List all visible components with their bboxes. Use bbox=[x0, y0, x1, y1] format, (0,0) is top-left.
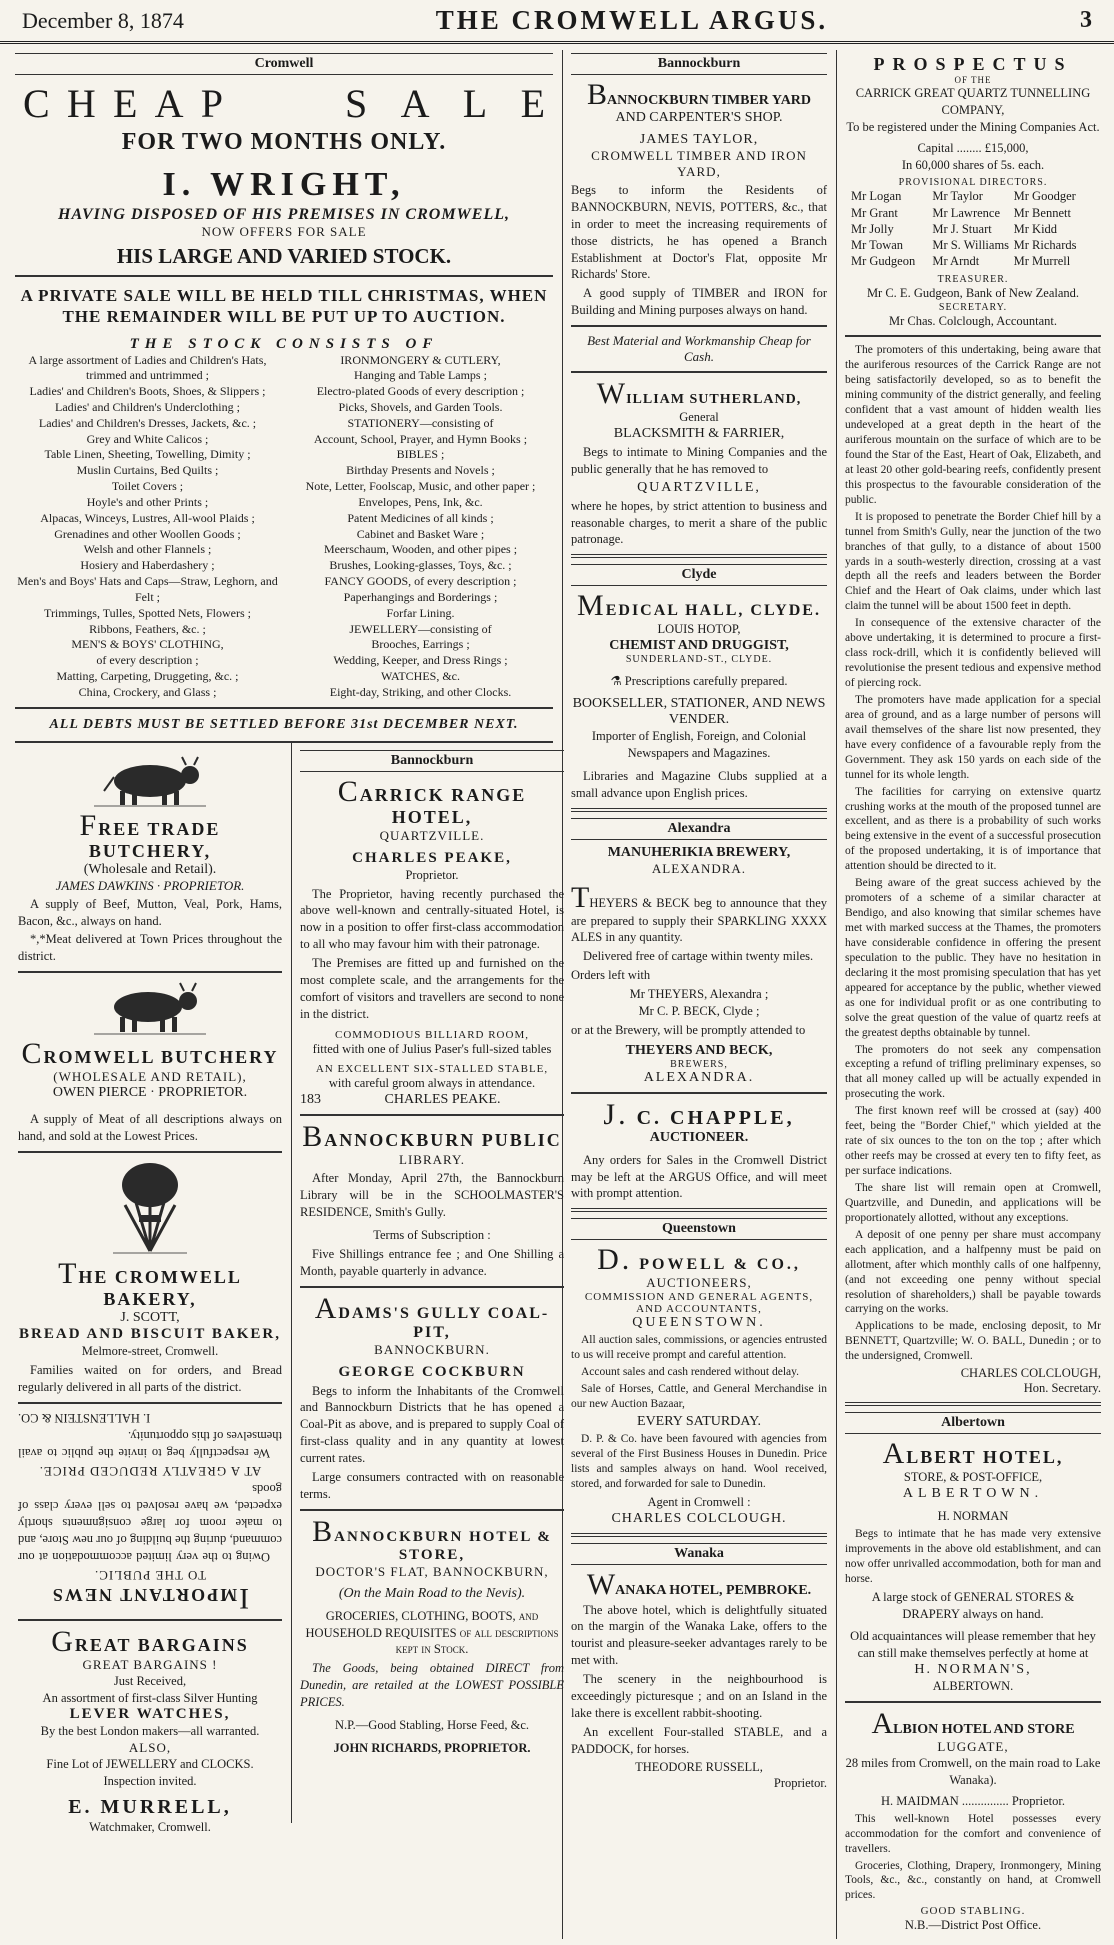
bargains-line2: By the best London makers—all warranted. bbox=[40, 1724, 260, 1739]
directors-list bbox=[845, 188, 1101, 269]
director-name: Mr Jolly bbox=[851, 221, 894, 236]
albert-sub: STORE, & POST-OFFICE, bbox=[903, 1470, 1043, 1485]
bakery-name: J. SCOTT, bbox=[120, 1309, 180, 1325]
coalpit-name: GEORGE COCKBURN bbox=[338, 1363, 526, 1380]
stock-item: WATCHES, &c. bbox=[381, 669, 460, 684]
wanaka-sign: THEODORE RUSSELL, bbox=[635, 1760, 763, 1775]
cromwell-butchery-body: A supply of Meat of all descriptions always on hand, and sold at the Lowest Prices. bbox=[18, 1112, 282, 1144]
brewery-sign2: BREWERS, bbox=[670, 1058, 728, 1070]
letter: C bbox=[23, 81, 50, 126]
director-name: Mr Grant bbox=[851, 205, 898, 220]
brewery-title: MANUHERIKIA BREWERY, bbox=[607, 844, 791, 860]
library-p2: Five Shillings entrance fee ; and One Shilling a Month, payable quarterly in advance. bbox=[300, 1246, 564, 1278]
powell-p2: Account sales and cash rendered without delay. bbox=[581, 1366, 799, 1379]
column-rule bbox=[291, 743, 292, 1823]
important-news-title: IMPORTANT NEWS bbox=[50, 1581, 250, 1615]
carrick-p2: The Premises are fitted up and furnished on the most complete scale, and the arrangements for the comfort of visitors and travellers are second to none in the district. bbox=[300, 956, 564, 1021]
stock-item: Toilet Covers ; bbox=[111, 479, 184, 494]
prospectus-title: PROSPECTUS bbox=[873, 54, 1073, 74]
bargains-watches: LEVER WATCHES, bbox=[69, 1706, 231, 1723]
albion-nb: N.B.—District Post Office. bbox=[904, 1918, 1042, 1933]
medical-libs: Libraries and Magazine Clubs supplied at a small advance upon English prices. bbox=[571, 768, 827, 800]
albion-p2: Groceries, Clothing, Drapery, Ironmongery, Mining Tools, &c., &c., constantly on hand, at Cromwell prices. bbox=[845, 1859, 1101, 1902]
library-sub: LIBRARY. bbox=[399, 1152, 465, 1168]
divider bbox=[571, 554, 827, 558]
divider bbox=[18, 1619, 282, 1621]
disposed-line: HAVING DISPOSED OF HIS PREMISES IN CROMWELL, bbox=[58, 206, 510, 223]
brewery-sign3: ALEXANDRA. bbox=[643, 1069, 755, 1085]
medical-importer: Importer of English, Foreign, and Colonial Newspapers and Magazines. bbox=[591, 729, 807, 760]
lower-two-columns bbox=[15, 743, 564, 1835]
bhotel-place: DOCTOR'S FLAT, BANNOCKBURN, bbox=[315, 1563, 549, 1579]
divider bbox=[571, 325, 827, 327]
stock-item: Ladies' and Children's Dresses, Jackets, &c. ; bbox=[38, 415, 257, 430]
albion-title: ALBION HOTEL AND STORE bbox=[871, 1707, 1075, 1741]
stock-item: Trimmings, Tulles, Spotted Nets, Flowers ; bbox=[44, 605, 251, 620]
bhotel-sign: JOHN RICHARDS, PROPRIETOR. bbox=[333, 1740, 531, 1755]
carrick-name: CHARLES PEAKE, bbox=[352, 849, 512, 866]
stock-item: Brooches, Earrings ; bbox=[371, 637, 470, 652]
powell-p3: Sale of Horses, Cattle, and General Merchandise in our new Auction Bazaar, bbox=[571, 1383, 827, 1410]
section-tag-alexandra: Alexandra bbox=[571, 818, 827, 840]
stock-item: JEWELLERY—consisting of bbox=[349, 621, 492, 636]
divider bbox=[300, 1114, 564, 1116]
stock-item: Wedding, Keeper, and Dress Rings ; bbox=[333, 653, 508, 668]
carrick-sign: CHARLES PEAKE. bbox=[384, 1092, 501, 1108]
two-months-heading: FOR TWO MONTHS ONLY. bbox=[121, 129, 447, 155]
stock-item: FANCY GOODS, of every description ; bbox=[324, 574, 517, 589]
stock-item: IRONMONGERY & CUTLERY, bbox=[340, 352, 501, 367]
free-trade-butchery-title: FREE TRADE BUTCHERY, bbox=[79, 808, 221, 861]
wheat-sheaf-icon bbox=[105, 1159, 195, 1255]
director-name: Mr Towan bbox=[851, 238, 904, 253]
brewery-place: ALEXANDRA. bbox=[651, 860, 747, 876]
wanaka-p1: The above hotel, which is delightfully situated on the margin of the Wanaka Lake, offers to the tourist and pleasure-seeker advantages rarely to be met with. bbox=[571, 1602, 827, 1668]
divider bbox=[18, 1402, 282, 1404]
sutherland-p1: Begs to intimate to Mining Companies and the public generally that he has removed to bbox=[571, 444, 827, 476]
section-tag-queenstown: Queenstown bbox=[571, 1218, 827, 1240]
prospectus-shares: In 60,000 shares of 5s. each. bbox=[901, 157, 1045, 172]
directors-heading: PROVISIONAL DIRECTORS. bbox=[898, 177, 1048, 189]
cheap-sale-heading bbox=[23, 80, 545, 127]
section-tag-bannockburn: Bannockburn bbox=[571, 53, 827, 75]
albert-p2: A large stock of GENERAL STORES & DRAPERY always on hand. bbox=[871, 1589, 1075, 1621]
section-tag-clyde: Clyde bbox=[571, 564, 827, 586]
capital-amount: £15,000, bbox=[984, 140, 1029, 155]
bhotel-road: (On the Main Road to the Nevis). bbox=[338, 1585, 526, 1601]
albert-title: ALBERT HOTEL, bbox=[882, 1437, 1064, 1471]
bargains-also: ALSO, bbox=[128, 1740, 172, 1756]
director-name: Mr Taylor bbox=[932, 189, 983, 204]
bargains-sub: GREAT BARGAINS ! bbox=[82, 1656, 218, 1672]
powell-title: D. POWELL & CO., bbox=[597, 1243, 801, 1277]
cromwell-butchery-proprietor: OWEN PIERCE · PROPRIETOR. bbox=[52, 1085, 248, 1101]
brewery-sign: THEYERS AND BECK, bbox=[625, 1042, 773, 1058]
brewery-p2: Delivered free of cartage within twenty miles. bbox=[583, 949, 814, 964]
prospectus-sign-role: Hon. Secretary. bbox=[1023, 1381, 1101, 1396]
powell-role: AUCTIONEERS, bbox=[646, 1275, 752, 1291]
stock-item: Grenadines and other Woollen Goods ; bbox=[54, 526, 241, 541]
divider bbox=[571, 371, 827, 373]
carrick-billiard: COMMODIOUS BILLIARD ROOM, bbox=[335, 1028, 529, 1041]
stock-item: Meerschaum, Wooden, and other pipes ; bbox=[323, 542, 518, 557]
timber-sub: AND CARPENTER'S SHOP. bbox=[615, 110, 783, 125]
prospectus-sign: CHARLES COLCLOUGH, bbox=[960, 1366, 1101, 1381]
medical-trade: CHEMIST AND DRUGGIST, bbox=[609, 638, 789, 654]
secretary: Mr Chas. Colclough, Accountant. bbox=[888, 313, 1058, 328]
prospectus-capital-row: Capital ........ £15,000, bbox=[917, 140, 1029, 155]
section-tag-wanaka: Wanaka bbox=[571, 1543, 827, 1565]
stock-item: Electro-plated Goods of every description ; bbox=[316, 384, 525, 399]
masthead bbox=[0, 0, 1114, 44]
prospectus-paragraph: A deposit of one penny per share must accompany each application, and a halfpenny must be paid on allotment, after which monthly calls of one halfpenny, (and not exceeding one penny without special resolution of shareholders,) shall be payable towards carrying on the works. bbox=[845, 1228, 1101, 1316]
divider bbox=[300, 1509, 564, 1511]
stock-item: Ladies' and Children's Boots, Shoes, & Slippers ; bbox=[29, 384, 266, 399]
bargains-invited: Inspection invited. bbox=[103, 1774, 197, 1789]
sutherland-general: General bbox=[679, 410, 719, 424]
divider bbox=[571, 808, 827, 812]
carrick-sign-number: 183 bbox=[300, 1092, 321, 1108]
timber-p2: A good supply of TIMBER and IRON for Building and Mining purposes always on hand. bbox=[571, 286, 827, 318]
carrick-stable2: with careful groom always in attendance. bbox=[328, 1076, 536, 1091]
director-name: Mr Logan bbox=[851, 189, 902, 204]
letter: H bbox=[66, 81, 96, 126]
stock-item: MEN'S & BOYS' CLOTHING, bbox=[71, 637, 224, 652]
stock-item: Cabinet and Basket Ware ; bbox=[356, 526, 485, 541]
letter: S bbox=[345, 81, 368, 126]
prospectus-paragraph: The promoters have made application for a special area of ground, and as a large number of persons will avail themselves of the share list now presented, they have every confidence of a favourable reply from the Government. They ask 150 yards on each side of the tunnel for its whole length. bbox=[845, 693, 1101, 781]
director-name: Mr J. Stuart bbox=[932, 221, 992, 236]
letter: E bbox=[520, 81, 545, 126]
director-name: Mr S. Williams bbox=[932, 238, 1010, 253]
stock-item: Paperhangings and Borderings ; bbox=[343, 589, 498, 604]
stock-item: Men's and Boys' Hats and Caps—Straw, Leghorn, and Felt ; bbox=[17, 574, 278, 604]
timber-motto: Best Material and Workmanship Cheap for Cash. bbox=[587, 333, 811, 364]
library-terms: Terms of Subscription : bbox=[373, 1227, 491, 1242]
stock-consists-heading: THE STOCK CONSISTS OF bbox=[129, 335, 439, 352]
divider bbox=[15, 707, 553, 709]
subcolumn-a bbox=[15, 747, 285, 1835]
coalpit-p2: Large consumers contracted with on reasonable terms. bbox=[300, 1469, 564, 1501]
wright-name: I. WRIGHT, bbox=[162, 166, 406, 203]
carrick-p1: The Proprietor, having recently purchased the above well-known and centrally-situated Hotel, is now in a position to offer first-class accommodation to all who may favour him with their patronage. bbox=[300, 886, 564, 952]
important-news-upside-down bbox=[18, 1410, 282, 1613]
chapple-p1: Any orders for Sales in the Cromwell District may be left at the ARGUS Office, and will meet with prompt attention. bbox=[571, 1152, 827, 1201]
medical-street: SUNDERLAND-ST., CLYDE. bbox=[625, 654, 773, 666]
brewery-orders: Orders left with bbox=[571, 968, 651, 983]
stock-item: Grey and White Calicos ; bbox=[86, 431, 209, 446]
chapple-role: AUCTIONEER. bbox=[649, 1129, 749, 1145]
letter: E bbox=[112, 81, 138, 126]
stock-item: Note, Letter, Foolscap, Music, and other paper ; bbox=[305, 479, 536, 494]
albion-place: LUGGATE, bbox=[937, 1739, 1009, 1755]
wanaka-role: Proprietor. bbox=[773, 1776, 827, 1791]
library-title: BANNOCKBURN PUBLIC bbox=[302, 1120, 562, 1154]
stock-item: Birthday Presents and Novels ; bbox=[346, 463, 495, 478]
cromwell-butchery-sub: (WHOLESALE AND RETAIL), bbox=[53, 1069, 247, 1085]
column-rule bbox=[836, 50, 837, 1939]
coalpit-p1: Begs to inform the Inhabitants of the Cromwell and Bannockburn Districts that he has opened a Coal-Pit as above, and is prepared to supply Coal of first-class quality and in any quantity at lowest current rates. bbox=[300, 1383, 564, 1466]
albion-stabling: GOOD STABLING. bbox=[920, 1905, 1026, 1918]
brewery-p1: THEYERS & BECK beg to announce that they are prepared to supply their SPARKLING XXXX ALES in any quantity. bbox=[571, 880, 827, 945]
important-news-price: AT A GREATLY REDUCED PRICE. bbox=[38, 1463, 262, 1479]
letter: P bbox=[200, 81, 223, 126]
cheap-word bbox=[23, 80, 223, 127]
divider bbox=[571, 1092, 827, 1094]
bargains-received: Just Received, bbox=[113, 1673, 187, 1688]
newspaper-title: THE CROMWELL ARGUS. bbox=[435, 5, 829, 35]
mortar-pestle-icon: ⚗ bbox=[610, 674, 622, 689]
prospectus-body bbox=[845, 343, 1101, 1364]
director-name: Mr Goodger bbox=[1013, 189, 1076, 204]
prospectus-paragraph: The share list will remain open at Cromwell, Quartzville, and Dunedin, and applications will be proportionately allotted, without any exceptions. bbox=[845, 1181, 1101, 1224]
secretary-heading: SECRETARY. bbox=[938, 301, 1008, 313]
albion-proprietor: H. MAIDMAN ............... Proprietor. bbox=[880, 1793, 1066, 1808]
stock-item: Matting, Carpeting, Druggeting, &c. ; bbox=[56, 669, 239, 684]
wanaka-p3: An excellent Four-stalled STABLE, and a PADDOCK, for horses. bbox=[571, 1724, 827, 1756]
stock-item: STATIONERY—consisting of bbox=[347, 415, 494, 430]
debts-notice: ALL DEBTS MUST BE SETTLED BEFORE 31st DECEMBER NEXT. bbox=[49, 716, 519, 732]
albert-p1: Begs to intimate that he has made very extensive improvements in the above old establishment, and can now offer unrivalled accommodation, both for man and horse. bbox=[845, 1527, 1101, 1585]
prospectus-paragraph: Applications to be made, enclosing deposit, to Mr BENNETT, Quartzville; W. O. BALL, Dunedin ; or to the undersigned, Cromwell. bbox=[845, 1320, 1101, 1363]
stock-item: Hoyle's and other Prints ; bbox=[86, 494, 209, 509]
albert-sign: H. NORMAN'S, bbox=[914, 1662, 1032, 1678]
stock-item: BIBLES ; bbox=[396, 447, 445, 462]
letter: A bbox=[154, 81, 184, 126]
stock-item: Hanging and Table Lamps ; bbox=[354, 368, 487, 383]
butchery-note: *,*Meat delivered at Town Prices throughout the district. bbox=[18, 932, 282, 964]
stock-item: Welsh and other Flannels ; bbox=[83, 542, 212, 557]
albion-p1: This well-known Hotel possesses every accommodation for the comfort and convenience of travellers. bbox=[845, 1812, 1101, 1855]
stock-item: Alpacas, Winceys, Lustres, All-wool Plaids ; bbox=[40, 510, 255, 525]
section-tag-bannockburn: Bannockburn bbox=[300, 750, 564, 772]
prospectus-company: CARRICK GREAT QUARTZ TUNNELLING COMPANY, bbox=[855, 86, 1091, 117]
important-news-invite: We respectfully beg to invite the public to avail themselves of this opportunity. bbox=[18, 1428, 282, 1460]
sale-word bbox=[345, 80, 545, 127]
page-number: 3 bbox=[1079, 7, 1092, 33]
column-three bbox=[564, 50, 834, 1939]
medical-title: MEDICAL HALL, CLYDE. bbox=[577, 589, 821, 623]
director-name: Mr Kidd bbox=[1013, 221, 1058, 236]
divider bbox=[571, 1208, 827, 1212]
director-name: Mr Bennett bbox=[1013, 205, 1071, 220]
stock-item: China, Crockery, and Glass ; bbox=[78, 684, 217, 699]
timber-name: JAMES TAYLOR, bbox=[639, 132, 759, 147]
bargains-title: GREAT BARGAINS bbox=[51, 1624, 249, 1658]
prospectus-paragraph: Being aware of the great success achieved by the promoters of a scheme of a similar character at Bendigo, and also knowing that similar schemes have met with marked success at the Thames, the promoters have considerable confidence in offering the present speculation to the public. They have no hesitation in declaring it the most promising speculation that has yet appeared for acceptance by the public, whether viewed as one for individual profit or as one contributing to solve the great question of the value of quartz reefs at the greatest depths obtainable by tunnel. bbox=[845, 877, 1101, 1039]
prospectus-paragraph: The first known reef will be crossed at (say) 400 feet, being the "Border Chief," which yielded at the rate of six ounces to the ton on the top ; after which other reefs may be crossed at every ten to fifty feet, as per surface indications. bbox=[845, 1105, 1101, 1177]
powell-agent-name: CHARLES COLCLOUGH. bbox=[611, 1510, 787, 1526]
director-name: Mr Richards bbox=[1013, 238, 1077, 253]
sutherland-place: QUARTZVILLE, bbox=[637, 479, 761, 495]
sutherland-title: WILLIAM SUTHERLAND, bbox=[596, 377, 802, 410]
carrick-stable: AN EXCELLENT SIX-STALLED STABLE, bbox=[315, 1063, 549, 1076]
divider bbox=[18, 971, 282, 973]
important-news-sub: TO THE PUBLIC. bbox=[93, 1567, 207, 1583]
divider bbox=[15, 275, 553, 277]
stock-item: Eight-day, Striking, and other Clocks. bbox=[329, 684, 512, 699]
timber-title: BANNOCKBURN TIMBER YARD bbox=[586, 78, 812, 111]
prospectus-paragraph: The promoters do not seek any compensation excepting a refund of trifling preliminary expenses, so that all money called up will be actually expended in prosecuting the work. bbox=[845, 1043, 1101, 1101]
prospectus-paragraph: The promoters of this undertaking, being aware that the auriferous resources of the Carrick Range are not being satisfactorily developed, so as to benefit the mining community of the district generally, and feeling confident that a vast amount of hidden wealth lies undeveloped at a great depth in the heart of the auriferous mountain on the surface of which are to be found the Star of the East, Heart of Oak, Elizabeth, and at least 20 other gold-bearing reefs, confidently present this prospectus to the favourable consideration of the public. bbox=[845, 344, 1101, 506]
stock-list-right bbox=[288, 353, 553, 701]
stock-list-left bbox=[15, 353, 280, 701]
stock-item: Brushes, Looking-glasses, Toys, &c. ; bbox=[329, 558, 512, 573]
medical-name: LOUIS HOTOP, bbox=[657, 622, 741, 637]
butchery-proprietor: JAMES DAWKINS · PROPRIETOR. bbox=[55, 877, 245, 893]
bhotel-p2: The Goods, being obtained DIRECT from Dunedin, are retailed at the LOWEST POSSIBLE PRICES. bbox=[300, 1661, 564, 1710]
wanaka-p2: The scenery in the neighbourhood is exceedingly picturesque ; and on an Island in the lake there is excellent rabbit-shooting. bbox=[571, 1672, 827, 1720]
carrick-sign-row bbox=[300, 1092, 564, 1108]
carrick-billiard2: fitted with one of Julius Paser's full-sized tables bbox=[312, 1041, 552, 1056]
section-tag-cromwell: Cromwell bbox=[15, 53, 553, 75]
stock-item: Account, School, Prayer, and Hymn Books ; bbox=[313, 431, 528, 446]
stock-item: Patent Medicines of all kinds ; bbox=[347, 510, 494, 525]
issue-date: December 8, 1874 bbox=[22, 7, 184, 33]
cromwell-butchery-title: CROMWELL BUTCHERY bbox=[21, 1037, 279, 1071]
stock-item: Ribbons, Feathers, &c. ; bbox=[89, 621, 206, 636]
stock-item: Hosiery and Haberdashery ; bbox=[80, 558, 215, 573]
albert-name: H. NORMAN bbox=[937, 1509, 1009, 1524]
divider bbox=[845, 335, 1101, 337]
prospectus-registration: To be registered under the Mining Companies Act. bbox=[846, 119, 1100, 134]
coalpit-place: BANNOCKBURN. bbox=[374, 1341, 490, 1357]
cow-woodcut-icon bbox=[90, 979, 210, 1035]
bargains-line3: Fine Lot of JEWELLERY and CLOCKS. bbox=[46, 1757, 254, 1772]
albert-sign2: ALBERTOWN. bbox=[932, 1679, 1014, 1694]
stock-item: of every description ; bbox=[96, 653, 199, 668]
bakery-street: Melmore-street, Cromwell. bbox=[81, 1343, 219, 1358]
powell-place: QUEENSTOWN. bbox=[632, 1315, 766, 1331]
prospectus-paragraph: In consequence of the extensive character of the above undertaking, it is determined to procure a first-class rock-drill, which it is confidently believed will revolutionise the present tedious and expensive method of piercing rock. bbox=[845, 617, 1101, 689]
bhotel-p3: N.P.—Good Stabling, Horse Feed, &c. bbox=[334, 1717, 530, 1732]
timber-p1: Begs to inform the Residents of BANNOCKBURN, NEVIS, POTTERS, &c., that in order to meet the increasing requirements of those districts, he has opened a Branch Establishment at Doctor's Flat, opposite Mr Richards' Store. bbox=[571, 183, 827, 282]
carrick-place: QUARTZVILLE. bbox=[379, 827, 485, 843]
powell-p4: D. P. & Co. have been favoured with agencies from several of the First Business Houses in Dunedin. Price lists and samples always on hand. Wool received, stored, and forwarded for sale to Dunedin. bbox=[571, 1432, 827, 1490]
medical-rx-row bbox=[571, 673, 827, 690]
divider bbox=[845, 1402, 1101, 1406]
column-left-pair bbox=[8, 50, 564, 1939]
letter: A bbox=[400, 81, 430, 126]
stock-item: Picks, Shovels, and Garden Tools. bbox=[338, 399, 503, 414]
bargains-trade: Watchmaker, Cromwell. bbox=[89, 1820, 211, 1835]
prospectus-paragraph: It is proposed to penetrate the Border Chief hill by a tunnel from Smith's Gully, near the junction of the two branches of that gully, to a distance of about 1500 yards in a south-westerly direction, crossing at a vast depth all the reefs and leaders between the Border Chief and the Heart of Oak claims, under which last claim the tunnel will be about 1500 feet in depth. bbox=[845, 510, 1101, 613]
prospectus-of: OF THE bbox=[954, 75, 992, 85]
auction-notice: A PRIVATE SALE WILL BE HELD TILL CHRISTMAS, WHEN THE REMAINDER WILL BE PUT UP TO AUCTION. bbox=[20, 286, 548, 327]
stock-item: A large assortment of Ladies and Children's Hats, trimmed and untrimmed ; bbox=[28, 352, 267, 383]
stock-line: HIS LARGE AND VARIED STOCK. bbox=[116, 244, 452, 268]
section-tag-albertown: Albertown bbox=[845, 1412, 1101, 1434]
treasurer-heading: TREASURER. bbox=[937, 273, 1009, 285]
bargains-line1: An assortment of first-class Silver Hunting bbox=[42, 1690, 258, 1705]
bakery-trade: BREAD AND BISCUIT BAKER, bbox=[19, 1325, 281, 1342]
director-name: Mr Murrell bbox=[1013, 254, 1071, 269]
powell-every: EVERY SATURDAY. bbox=[637, 1413, 761, 1429]
stock-item: Envelopes, Pens, Ink, &c. bbox=[358, 494, 483, 509]
director-name: Mr Gudgeon bbox=[851, 254, 916, 269]
albion-distance: 28 miles from Cromwell, on the main road to Lake Wanaka). bbox=[845, 1756, 1101, 1787]
timber-firm: CROMWELL TIMBER AND IRON YARD, bbox=[591, 148, 807, 179]
stock-item: Table Linen, Sheeting, Towelling, Dimity ; bbox=[44, 447, 251, 462]
important-news-sign: I. HALLENSTEIN & CO. bbox=[18, 1410, 151, 1425]
divider bbox=[18, 1151, 282, 1153]
divider bbox=[845, 1701, 1101, 1703]
library-p1: After Monday, April 27th, the Bannockburn Library will be in the SCHOOLMASTER'S RESIDENCE, Smith's Gully. bbox=[300, 1171, 564, 1220]
albert-p3: Old acquaintances will please remember that hey can still make themselves perfectly at home at bbox=[850, 1629, 1096, 1661]
prospectus-paragraph: The facilities for carrying on extensive quartz crushing works at the mouth of the proposed tunnel are excellent, and as there is a probability of such works being extensive in the event of a successful prosecution of the proposed undertaking, it is of importance that attention should be directed to it. bbox=[845, 785, 1101, 873]
treasurer: Mr C. E. Gudgeon, Bank of New Zealand. bbox=[866, 285, 1080, 300]
important-news-body: Owing to the very limited accommodation at our command, during the building of our new Store, and to make room for large consignments shortly expected, we have resolved to sell every class of goods bbox=[18, 1482, 282, 1564]
butchery-sub: (Wholesale and Retail). bbox=[83, 861, 217, 877]
column-four bbox=[838, 50, 1108, 1939]
albert-place: ALBERTOWN. bbox=[902, 1486, 1044, 1502]
powell-agent: Agent in Cromwell : bbox=[647, 1494, 751, 1509]
chapple-title: J. C. CHAPPLE, bbox=[603, 1097, 795, 1131]
carrick-title: CARRICK RANGE HOTEL, bbox=[337, 774, 527, 827]
brewery-o3: or at the Brewery, will be promptly attended to bbox=[571, 1022, 806, 1037]
powell-role2: COMMISSION AND GENERAL AGENTS, bbox=[584, 1291, 814, 1304]
bhotel-p1: GROCERIES, CLOTHING, BOOTS, and HOUSEHOLD REQUISITES of all descriptions kept in Stock. bbox=[305, 1608, 559, 1657]
brewery-o1: Mr THEYERS, Alexandra ; bbox=[629, 987, 769, 1001]
brewery-o2: Mr C. P. BECK, Clyde ; bbox=[638, 1003, 760, 1018]
wanaka-title: WANAKA HOTEL, PEMBROKE. bbox=[586, 1567, 812, 1601]
powell-p1: All auction sales, commissions, or agencies entrusted to us will receive prompt and careful attention. bbox=[571, 1334, 827, 1362]
capital-label: Capital bbox=[917, 140, 954, 155]
divider bbox=[571, 1533, 827, 1537]
stock-item: Muslin Curtains, Bed Quilts ; bbox=[76, 463, 219, 478]
medical-book: BOOKSELLER, STATIONER, AND NEWS VENDER. bbox=[572, 696, 826, 727]
powell-role3: AND ACCOUNTANTS, bbox=[636, 1303, 762, 1316]
bargains-name: E. MURRELL, bbox=[68, 1796, 232, 1819]
bhotel-title: BANNOCKBURN HOTEL & STORE, bbox=[312, 1514, 552, 1563]
ox-woodcut-icon bbox=[90, 751, 210, 807]
letter: L bbox=[462, 81, 488, 126]
offers-line: NOW OFFERS FOR SALE bbox=[201, 224, 367, 239]
stock-lists bbox=[15, 353, 553, 701]
bakery-title: THE CROMWELL BAKERY, bbox=[58, 1256, 242, 1309]
stock-item: Ladies' and Children's Underclothing ; bbox=[55, 399, 240, 414]
divider bbox=[300, 1286, 564, 1288]
director-name: Mr Arndt bbox=[932, 254, 980, 269]
medical-rx: Prescriptions carefully prepared. bbox=[624, 674, 788, 689]
butchery-body: A supply of Beef, Mutton, Veal, Pork, Hams, Bacon, &c., always on hand. bbox=[18, 896, 282, 928]
director-name: Mr Lawrence bbox=[932, 205, 1000, 220]
sutherland-trade: BLACKSMITH & FARRIER, bbox=[613, 425, 785, 441]
sutherland-p2: where he hopes, by strict attention to business and reasonable charges, to merit a share of the public patronage. bbox=[571, 498, 827, 547]
bakery-body: Families waited on for orders, and Bread regularly delivered in all parts of the district. bbox=[18, 1362, 282, 1394]
subcolumn-b bbox=[297, 747, 567, 1823]
coalpit-title: ADAMS'S GULLY COAL-PIT, bbox=[314, 1291, 550, 1341]
stock-item: Forfar Lining. bbox=[386, 605, 455, 620]
carrick-role: Proprietor. bbox=[405, 867, 459, 882]
